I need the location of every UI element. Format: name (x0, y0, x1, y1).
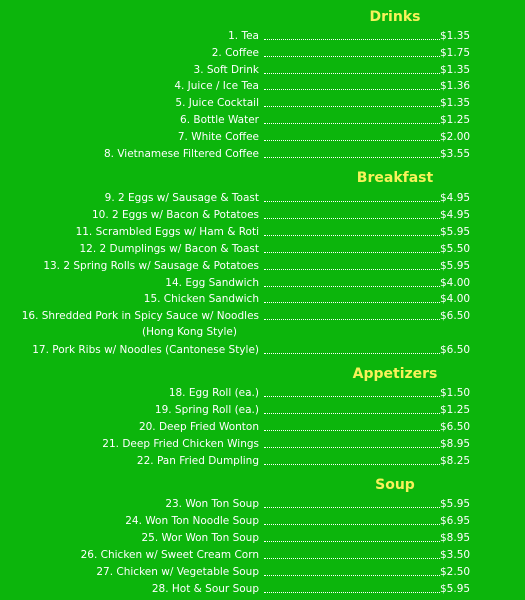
menu-item-price: $5.95 (440, 498, 471, 510)
menu-item-price: $1.50 (440, 387, 471, 399)
menu-item-price: $3.55 (440, 147, 471, 160)
menu-item-name: 14. Egg Sandwich (165, 276, 259, 289)
dot-leader (264, 592, 440, 593)
menu-item (0, 28, 525, 44)
menu-item-price: $6.50 (440, 420, 471, 433)
menu-item (0, 342, 525, 358)
menu-item-price: $2.50 (440, 565, 471, 578)
menu-item-price: $1.35 (440, 97, 471, 110)
section-title-appetizers: Appetizers (352, 366, 438, 382)
menu-item (0, 547, 525, 563)
dot-leader (264, 507, 440, 508)
menu-item (0, 402, 525, 418)
menu-item (0, 78, 525, 94)
dot-leader (264, 89, 440, 90)
menu-item (0, 129, 525, 145)
menu-item (0, 45, 525, 61)
menu-item-price: $4.95 (440, 208, 471, 221)
section-title-drinks: Drinks (369, 9, 421, 25)
menu-item-name: 24. Won Ton Noodle Soup (125, 514, 259, 527)
menu-item-name: 22. Pan Fried Dumpling (136, 454, 259, 467)
menu-item (0, 224, 525, 240)
dot-leader (264, 430, 440, 431)
menu-item-name: 28. Hot & Sour Soup (151, 582, 259, 595)
menu-item-name: 11. Scrambled Eggs w/ Ham & Roti (75, 225, 259, 238)
dot-leader (264, 269, 440, 270)
menu-item (0, 513, 525, 529)
menu-item-name: 16. Shredded Pork in Spicy Sauce w/ Noodles (21, 310, 259, 323)
menu-item (0, 453, 525, 469)
menu-item-name: 26. Chicken w/ Sweet Cream Corn (80, 548, 259, 561)
menu-item-price: $6.95 (440, 514, 471, 527)
menu-item (0, 291, 525, 307)
menu-item-name: 25. Wor Won Ton Soup (141, 531, 259, 544)
dot-leader (264, 235, 440, 236)
menu-item-name: 18. Egg Roll (ea.) (168, 387, 259, 399)
dot-leader (264, 302, 440, 303)
dot-leader (264, 353, 440, 354)
menu-item-price: $5.50 (440, 242, 471, 255)
menu-item-price: $1.36 (440, 80, 471, 93)
menu-item-price: $5.95 (440, 259, 471, 272)
dot-leader (264, 123, 440, 124)
menu-item-name: 3. Soft Drink (193, 63, 259, 76)
dot-leader (264, 319, 440, 320)
menu-item-name: 5. Juice Cocktail (175, 97, 259, 110)
menu-item-price: $8.95 (440, 437, 471, 450)
menu-item (0, 62, 525, 78)
menu-item-price: $4.95 (440, 192, 471, 204)
dot-leader (264, 558, 440, 559)
dot-leader (264, 201, 440, 202)
menu-item (0, 241, 525, 257)
menu-item (0, 308, 525, 339)
menu-item-name: 10. 2 Eggs w/ Bacon & Potatoes (91, 208, 259, 221)
menu-item-price: $1.35 (440, 63, 471, 76)
menu-item (0, 581, 525, 597)
dot-leader (264, 447, 440, 448)
dot-leader (264, 157, 440, 158)
dot-leader (264, 286, 440, 287)
menu-item (0, 275, 525, 291)
menu-item (0, 564, 525, 580)
menu-item-price: $8.95 (440, 531, 471, 544)
dot-leader (264, 413, 440, 414)
menu-item-name: 9. 2 Eggs w/ Sausage & Toast (104, 192, 259, 204)
menu-item-name: 19. Spring Roll (ea.) (154, 403, 259, 416)
dot-leader (264, 464, 440, 465)
dot-leader (264, 524, 440, 525)
menu-item-name: 2. Coffee (211, 46, 259, 59)
menu-item-price: $1.35 (440, 30, 471, 42)
menu-item-price: $4.00 (440, 293, 471, 306)
menu-item-price: $8.25 (440, 454, 471, 467)
menu-item-name: 6. Bottle Water (180, 114, 259, 126)
menu-item (0, 112, 525, 128)
dot-leader (264, 73, 440, 74)
menu-item-name: 20. Deep Fried Wonton (138, 420, 259, 433)
menu-item-price: $5.95 (440, 582, 471, 595)
menu-item (0, 146, 525, 162)
menu-item-price: $1.25 (440, 403, 471, 416)
menu-item-name: 21. Deep Fried Chicken Wings (102, 437, 259, 450)
menu-item (0, 496, 525, 512)
menu-item (0, 258, 525, 274)
menu-item-note: (Hong Kong Style) (142, 326, 237, 339)
menu-item-price: $1.75 (440, 46, 471, 59)
menu-item-price: $3.50 (440, 548, 471, 561)
menu-item-price: $1.25 (440, 114, 471, 126)
dot-leader (264, 252, 440, 253)
menu-item-name: 23. Won Ton Soup (165, 498, 259, 510)
menu-item-name: 17. Pork Ribs w/ Noodles (Cantonese Style) (32, 344, 259, 357)
section-title-breakfast: Breakfast (356, 170, 434, 186)
menu-item (0, 385, 525, 401)
menu-item (0, 207, 525, 223)
menu-item-name: 13. 2 Spring Rolls w/ Sausage & Potatoes (43, 259, 259, 272)
menu-item-name: 12. 2 Dumplings w/ Bacon & Toast (79, 242, 259, 255)
menu-item-price: $4.00 (440, 276, 471, 289)
menu-item-name: 1. Tea (228, 30, 259, 42)
menu-item (0, 530, 525, 546)
dot-leader (264, 56, 440, 57)
menu-item-name: 15. Chicken Sandwich (143, 293, 259, 306)
dot-leader (264, 218, 440, 219)
dot-leader (264, 106, 440, 107)
dot-leader (264, 575, 440, 576)
dot-leader (264, 140, 440, 141)
menu-item (0, 419, 525, 435)
dot-leader (264, 39, 440, 40)
menu-item (0, 95, 525, 111)
menu-item-price: $6.50 (440, 310, 471, 323)
menu-item-price: $5.95 (440, 225, 471, 238)
menu-item-name: 4. Juice / Ice Tea (174, 80, 259, 93)
menu-item-price: $6.50 (440, 344, 471, 357)
menu-item-name: 27. Chicken w/ Vegetable Soup (96, 565, 259, 578)
dot-leader (264, 396, 440, 397)
dot-leader (264, 541, 440, 542)
section-title-soup: Soup (375, 477, 415, 493)
menu-item-name: 8. Vietnamese Filtered Coffee (104, 147, 259, 160)
menu-item-name: 7. White Coffee (177, 130, 259, 143)
menu-item (0, 436, 525, 452)
menu-item-price: $2.00 (440, 130, 471, 143)
menu-item (0, 190, 525, 206)
